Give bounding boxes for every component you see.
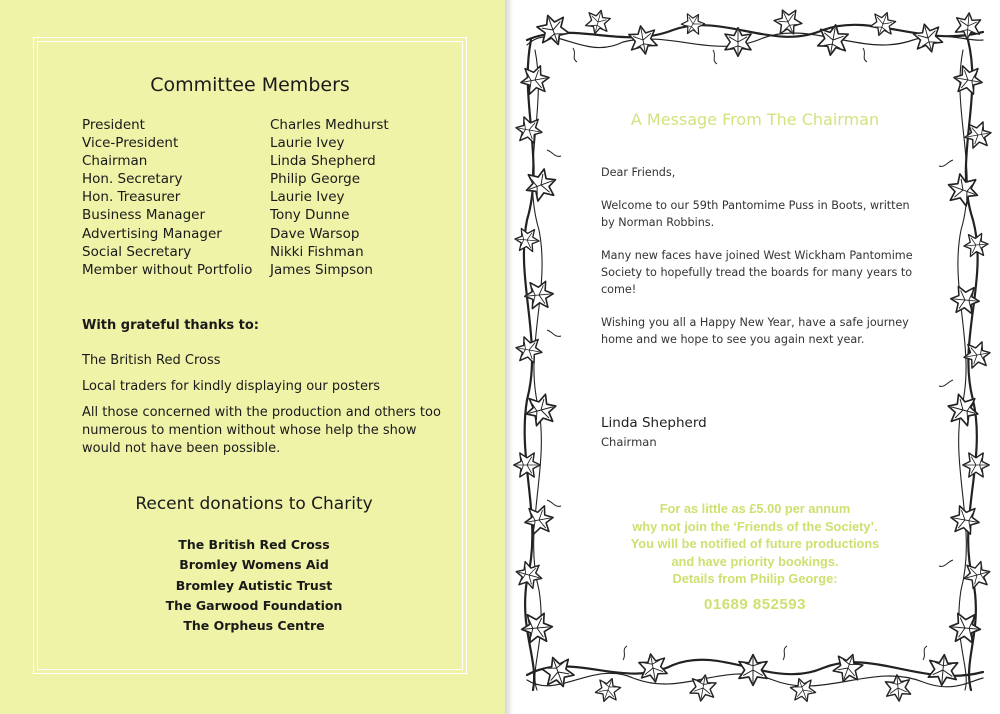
friends-line: For as little as £5.00 per annum [659,501,851,516]
message-paragraph: Wishing you all a Happy New Year, have a safe journey home and we hope to see you again next year. [601,316,909,346]
committee-role: Vice-President [82,135,179,152]
thanks-heading: With grateful thanks to: [82,318,259,333]
thanks-list [82,352,442,466]
committee-member: Philip George [270,171,361,188]
chairman-message-title: A Message From The Chairman [630,110,880,129]
message-paragraph: Welcome to our 59th Pantomime Puss in Boots, written by Norman Robbins. [601,199,910,229]
donation-item: The Garwood Foundation [165,597,343,613]
committee-role: Hon. Treasurer [82,189,181,206]
committee-member: Nikki Fishman [270,243,364,260]
committee-row [82,261,389,279]
committee-list [82,116,389,279]
committee-row [82,225,389,243]
committee-row [82,188,389,206]
donation-item: The British Red Cross [178,537,330,552]
committee-role: Business Manager [82,207,205,224]
page-fold [505,0,513,714]
committee-role: Chairman [82,153,148,170]
committee-title: Committee Members [150,74,350,96]
committee-member: James Simpson [270,261,373,278]
friends-line: why not join the ‘Friends of the Society’. [632,518,878,534]
committee-row [82,152,389,170]
thanks-item: All those concerned with the production and others too numerous to mention without whose help the show would not have been possible. [82,405,441,456]
message-paragraph: Many new faces have joined West Wickham Pantomime Society to hopefully tread the boards for many years to come! [601,249,913,296]
donation-item: Bromley Womens Aid [179,557,329,573]
committee-row [82,243,389,261]
committee-member: Charles Medhurst [270,117,389,133]
signature-title: Chairman [601,435,657,449]
committee-row [82,206,389,224]
donation-item: Bromley Autistic Trust [175,577,333,593]
committee-role: Social Secretary [82,243,192,260]
donation-item: The Orpheus Centre [183,618,325,634]
committee-role: President [82,117,145,133]
contact-phone: 01689 852593 [704,596,806,613]
friends-line: Details from Philip George: [672,571,838,586]
donations-list [40,535,468,636]
thanks-item: Local traders for kindly displaying our posters [82,379,381,394]
donations-title: Recent donations to Charity [135,494,373,514]
thanks-item: The British Red Cross [82,353,221,368]
committee-role: Member without Portfolio [82,261,253,278]
chairman-message [601,164,921,364]
committee-member: Linda Shepherd [270,153,376,170]
committee-member: Laurie Ivey [270,135,345,152]
signature-name: Linda Shepherd [601,415,707,431]
committee-role: Hon. Secretary [82,171,183,188]
committee-row [82,134,389,152]
committee-member: Tony Dunne [270,207,350,224]
friends-line: You will be notified of future productions [630,536,880,551]
committee-member: Laurie Ivey [270,189,345,206]
committee-row [82,116,389,134]
committee-row [82,170,389,188]
greeting: Dear Friends, [601,166,676,179]
committee-role: Advertising Manager [82,225,222,242]
committee-member: Dave Warsop [270,225,360,242]
friends-of-society-notice [560,500,950,588]
friends-line: and have priority bookings. [671,553,839,569]
